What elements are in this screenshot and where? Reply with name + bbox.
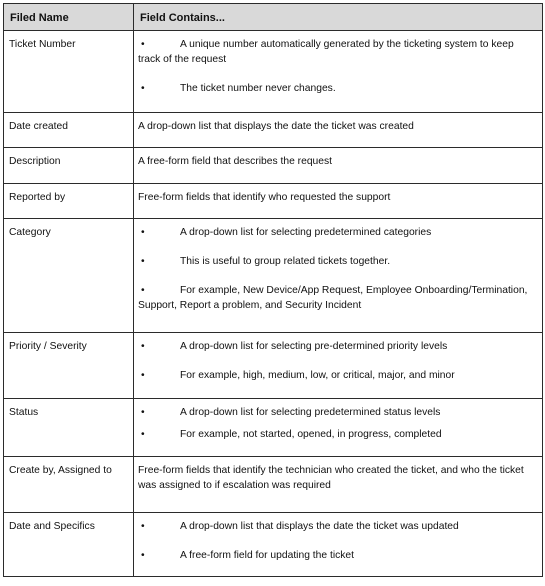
header-field-contains: Field Contains... xyxy=(134,4,543,31)
field-name: Date created xyxy=(4,113,134,148)
bullet-icon: • xyxy=(141,83,145,94)
table-row xyxy=(4,457,543,513)
field-description: Free-form fields that identify the technician who created the ticket, and who the ticket was assigned to if escalation was required xyxy=(134,457,543,513)
bullet-icon: • xyxy=(141,227,145,238)
bullet-icon: • xyxy=(141,370,145,381)
bullet-item: • For example, New Device/App Request, Employee Onboarding/Termination, Support, Report a problem, and Security Incident xyxy=(138,285,528,311)
table-row xyxy=(4,113,543,148)
bullet-item: • A drop-down list for selecting predetermined status levels xyxy=(138,405,538,420)
bullet-icon: • xyxy=(141,285,145,296)
field-description xyxy=(134,399,543,457)
bullet-icon: • xyxy=(141,256,145,267)
field-description: A free-form field that describes the request xyxy=(134,148,543,184)
table-row xyxy=(4,333,543,399)
field-name: Date and Specifics xyxy=(4,513,134,577)
field-description: A drop-down list that displays the date the ticket was created xyxy=(134,113,543,148)
bullet-item: • This is useful to group related tickets together. xyxy=(138,254,538,269)
table-header-row xyxy=(4,4,543,31)
bullet-icon: • xyxy=(141,550,145,561)
field-name: Ticket Number xyxy=(4,31,134,113)
ticket-fields-table xyxy=(3,3,543,577)
bullet-icon: • xyxy=(141,521,145,532)
bullet-item: • For example, not started, opened, in progress, completed xyxy=(138,427,538,442)
field-description xyxy=(134,219,543,333)
table-row xyxy=(4,219,543,333)
field-description xyxy=(134,31,543,113)
field-description xyxy=(134,333,543,399)
bullet-icon: • xyxy=(141,39,145,50)
bullet-icon: • xyxy=(141,407,145,418)
bullet-item: • The ticket number never changes. xyxy=(138,81,538,96)
field-name: Status xyxy=(4,399,134,457)
bullet-icon: • xyxy=(141,429,145,440)
field-name: Create by, Assigned to xyxy=(4,457,134,513)
table-row xyxy=(4,148,543,184)
bullet-item: • For example, high, medium, low, or critical, major, and minor xyxy=(138,368,538,383)
table-row xyxy=(4,31,543,113)
field-description: Free-form fields that identify who requested the support xyxy=(134,184,543,219)
bullet-item: • A unique number automatically generated by the ticketing system to keep track of the request xyxy=(138,39,514,65)
bullet-item: • A free-form field for updating the ticket xyxy=(138,548,538,563)
field-name: Category xyxy=(4,219,134,333)
field-name: Reported by xyxy=(4,184,134,219)
bullet-item: • A drop-down list for selecting pre-determined priority levels xyxy=(138,339,538,354)
field-description xyxy=(134,513,543,577)
bullet-item: • A drop-down list for selecting predetermined categories xyxy=(138,225,538,240)
bullet-icon: • xyxy=(141,341,145,352)
table-row xyxy=(4,399,543,457)
field-name: Description xyxy=(4,148,134,184)
field-name: Priority / Severity xyxy=(4,333,134,399)
table-row xyxy=(4,184,543,219)
bullet-item: • A drop-down list that displays the date the ticket was updated xyxy=(138,519,538,534)
header-field-name: Filed Name xyxy=(4,4,134,31)
table-row xyxy=(4,513,543,577)
